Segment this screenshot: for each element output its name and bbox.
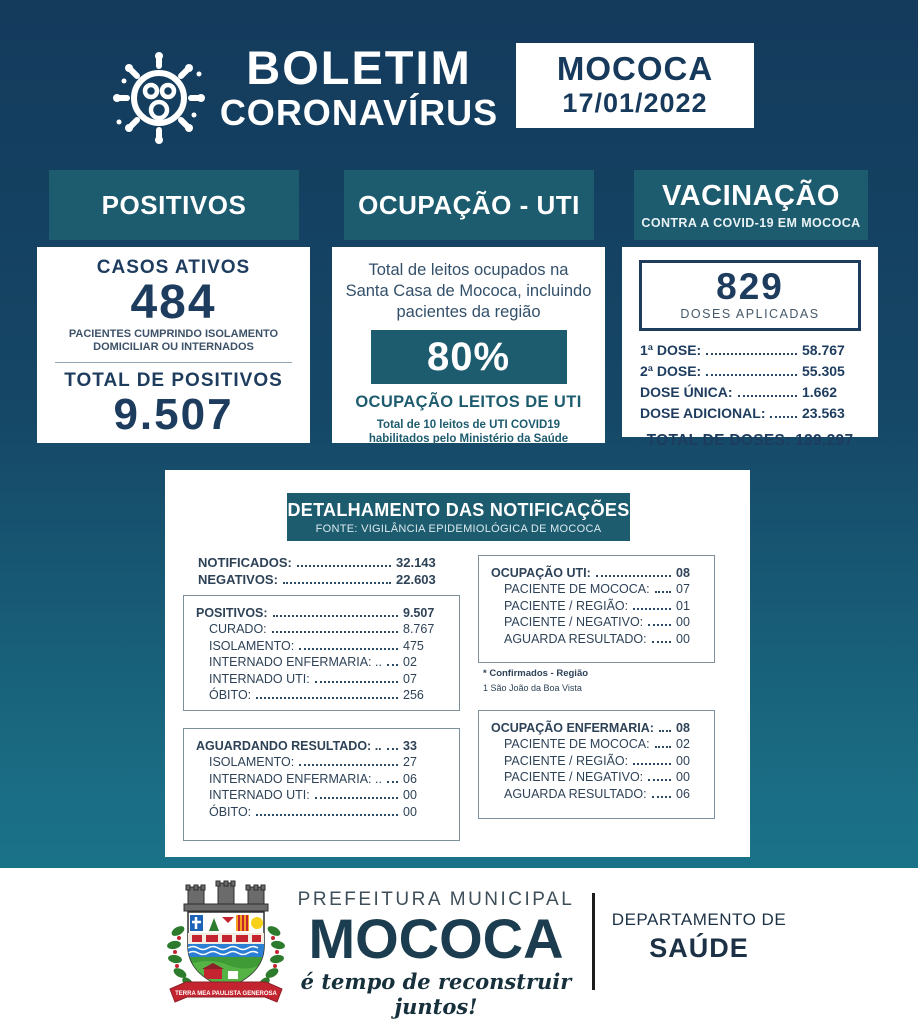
coronavirus-icon	[112, 48, 206, 144]
box-row	[196, 754, 447, 770]
department-line1: DEPARTAMENTO DE	[611, 910, 787, 929]
dotted-leader	[256, 697, 398, 699]
notifications-detail-panel	[165, 470, 750, 857]
row-value: 08	[676, 721, 690, 735]
footer	[0, 868, 918, 1024]
uti-title: OCUPAÇÃO - UTI	[358, 189, 580, 220]
box-row	[491, 769, 702, 785]
dotted-leader	[706, 353, 797, 355]
row-label: AGUARDANDO RESULTADO: ..	[196, 739, 382, 753]
box-head-row	[196, 738, 447, 754]
vacinacao-card-body	[622, 247, 878, 449]
row-label: AGUARDA RESULTADO:	[504, 631, 647, 646]
row-label: CURADO:	[209, 622, 267, 637]
aguardando-detail-box	[183, 728, 460, 841]
row-value: 8.767	[403, 622, 435, 637]
region-notes	[483, 668, 588, 694]
row-label: PACIENTE / NEGATIVO:	[504, 615, 644, 630]
row-label: PACIENTE DE MOCOCA:	[504, 582, 650, 597]
total-doses: TOTAL DE DOSES: 139.297	[646, 432, 854, 449]
dose-value: 58.767	[802, 342, 845, 358]
summary-value: 32.143	[396, 555, 436, 570]
row-value: 07	[676, 582, 690, 597]
row-label: AGUARDA RESULTADO:	[504, 786, 647, 801]
box-row	[491, 598, 702, 614]
row-value: 01	[676, 598, 690, 613]
row-label: PACIENTE / REGIÃO:	[504, 598, 629, 613]
region-note-item: 1 São João da Boa Vista	[483, 683, 582, 693]
department-line2: SAÚDE	[649, 933, 749, 963]
dotted-leader	[387, 748, 398, 750]
row-value: 00	[676, 770, 690, 785]
dotted-leader	[738, 395, 797, 397]
dose-row	[640, 340, 860, 361]
dotted-leader	[299, 764, 398, 766]
row-label: OCUPAÇÃO UTI:	[491, 566, 591, 580]
positivos-detail-box	[183, 595, 460, 711]
row-value: 9.507	[403, 606, 435, 620]
row-label: PACIENTE DE MOCOCA:	[504, 737, 650, 752]
detail-title: DETALHAMENTO DAS NOTIFICAÇÕES	[287, 499, 630, 520]
summary-label: NEGATIVOS:	[198, 572, 278, 587]
uti-card-body	[332, 247, 605, 443]
dotted-leader	[272, 631, 398, 633]
dotted-leader	[299, 648, 398, 650]
total-positives-label: TOTAL DE POSITIVOS	[64, 370, 283, 391]
summary-label: NOTIFICADOS:	[198, 555, 292, 570]
row-label: INTERNADO ENFERMARIA: ..	[209, 771, 382, 786]
uti-beds-note: Total de 10 leitos de UTI COVID19 habilitados pelo Ministério da Saúde	[368, 419, 569, 445]
dotted-leader	[633, 763, 671, 765]
row-value: 27	[403, 755, 417, 770]
box-row	[491, 631, 702, 647]
summary-value: 22.603	[396, 572, 436, 587]
row-label: POSITIVOS:	[196, 606, 268, 620]
dose-label: 1ª DOSE:	[640, 342, 702, 358]
box-row	[196, 687, 447, 703]
dotted-leader	[273, 615, 398, 617]
dotted-leader	[256, 814, 398, 816]
dose-list	[640, 340, 860, 424]
row-label: PACIENTE / NEGATIVO:	[504, 770, 644, 785]
dotted-leader	[655, 591, 671, 593]
row-value: 00	[676, 753, 690, 768]
dose-label: DOSE ÚNICA:	[640, 384, 733, 400]
dose-value: 55.305	[802, 363, 845, 379]
mococa-coat-of-arms-icon	[166, 879, 286, 1013]
bulletin-title-line1: BOLETIM	[246, 41, 472, 94]
city-wordmark: MOCOCA	[308, 907, 564, 970]
bulletin-date: 17/01/2022	[562, 87, 708, 118]
dotted-leader	[659, 730, 671, 732]
row-value: 08	[676, 566, 690, 580]
positivos-card-body	[37, 247, 310, 443]
doses-applied-box	[639, 260, 861, 331]
row-value: 00	[676, 615, 690, 630]
bulletin-title-line2: CORONAVÍRUS	[219, 91, 499, 133]
row-value: 256	[403, 688, 424, 703]
detail-source: FONTE: VIGILÂNCIA EPIDEMIOLÓGICA DE MOCOCA	[315, 522, 602, 535]
row-label: INTERNADO UTI:	[209, 788, 310, 803]
department-block	[610, 910, 788, 964]
row-value: 02	[676, 737, 690, 752]
detail-header	[287, 493, 630, 541]
total-positives-value: 9.507	[113, 390, 234, 439]
uti-percent-label: OCUPAÇÃO LEITOS DE UTI	[355, 393, 582, 411]
footer-divider	[592, 893, 595, 990]
dotted-leader	[315, 797, 398, 799]
vacinacao-subtitle: CONTRA A COVID-19 EM MOCOCA	[641, 216, 861, 230]
row-label: ÓBITO:	[209, 804, 252, 819]
row-value: 00	[403, 804, 417, 819]
row-label: PACIENTE / REGIÃO:	[504, 753, 629, 768]
card-divider	[55, 362, 292, 363]
dose-row	[640, 382, 860, 403]
city-hall-brand	[288, 889, 584, 1019]
dose-label: DOSE ADICIONAL:	[640, 405, 766, 421]
doses-applied-label: DOSES APLICADAS	[680, 307, 820, 321]
uti-description: Total de leitos ocupados na Santa Casa de Mococa, incluindo pacientes da região	[345, 261, 592, 321]
dotted-leader	[648, 624, 671, 626]
row-value: 33	[403, 739, 417, 753]
dotted-leader	[648, 779, 671, 781]
summary-row	[198, 554, 444, 571]
summary-row	[198, 571, 444, 588]
box-row	[196, 787, 447, 803]
dotted-leader	[387, 781, 398, 783]
dotted-leader	[315, 681, 398, 683]
ribbon-text: TERRA MEA PAULISTA GENEROSA	[175, 991, 277, 997]
dose-label: 2ª DOSE:	[640, 363, 702, 379]
dose-row	[640, 361, 860, 382]
bulletin-title	[208, 41, 510, 133]
dotted-leader	[633, 608, 671, 610]
row-label: ISOLAMENTO:	[209, 755, 295, 770]
box-row	[196, 638, 447, 654]
dotted-leader	[596, 575, 671, 577]
row-value: 06	[676, 786, 690, 801]
box-row	[491, 614, 702, 630]
box-row	[491, 736, 702, 752]
city-date-box	[516, 43, 754, 128]
prefeitura-line: PREFEITURA MUNICIPAL	[297, 889, 575, 910]
active-cases-value: 484	[130, 276, 217, 329]
dotted-leader	[706, 374, 797, 376]
summary-list	[198, 554, 444, 588]
dotted-leader	[652, 641, 671, 643]
city-tagline: é tempo de reconstruir juntos!	[300, 969, 572, 1019]
dose-value: 23.563	[802, 405, 845, 421]
ocupacao-enfermaria-box	[478, 710, 715, 819]
box-row	[491, 753, 702, 769]
uti-card-header	[344, 170, 594, 240]
row-label: ÓBITO:	[209, 688, 252, 703]
box-head-row	[491, 720, 702, 736]
box-row	[196, 804, 447, 820]
dose-value: 1.662	[802, 384, 838, 400]
row-value: 475	[403, 638, 424, 653]
row-value: 07	[403, 671, 417, 686]
positivos-title: POSITIVOS	[101, 189, 247, 220]
dose-row	[640, 403, 860, 424]
box-row	[491, 581, 702, 597]
row-label: INTERNADO ENFERMARIA: ..	[209, 655, 382, 670]
dotted-leader	[283, 582, 391, 584]
row-value: 06	[403, 771, 417, 786]
dotted-leader	[770, 416, 797, 418]
vacinacao-card-header	[634, 170, 868, 240]
box-row	[196, 654, 447, 670]
dotted-leader	[387, 664, 398, 666]
ocupacao-uti-box	[478, 555, 715, 663]
doses-applied-value: 829	[716, 266, 784, 307]
row-label: OCUPAÇÃO ENFERMARIA:	[491, 721, 654, 735]
dotted-leader	[652, 796, 671, 798]
dotted-leader	[297, 565, 391, 567]
uti-percent-box	[371, 330, 567, 384]
active-cases-label: CASOS ATIVOS	[96, 257, 251, 278]
row-value: 00	[403, 788, 417, 803]
active-cases-note: PACIENTES CUMPRINDO ISOLAMENTO DOMICILIAR OU INTERNADOS	[68, 328, 279, 353]
box-row	[491, 786, 702, 802]
box-head-row	[196, 605, 447, 621]
row-label: ISOLAMENTO:	[209, 638, 295, 653]
uti-percent-value: 80%	[426, 334, 511, 379]
row-label: INTERNADO UTI:	[209, 671, 310, 686]
dotted-leader	[655, 746, 671, 748]
box-row	[196, 671, 447, 687]
region-note-title: * Confirmados - Região	[483, 668, 589, 679]
vacinacao-title: VACINAÇÃO	[662, 180, 840, 212]
positivos-card-header	[49, 170, 299, 240]
row-value: 02	[403, 655, 417, 670]
box-row	[196, 621, 447, 637]
row-value: 00	[676, 631, 690, 646]
box-head-row	[491, 565, 702, 581]
box-row	[196, 771, 447, 787]
city-name: MOCOCA	[556, 49, 714, 87]
